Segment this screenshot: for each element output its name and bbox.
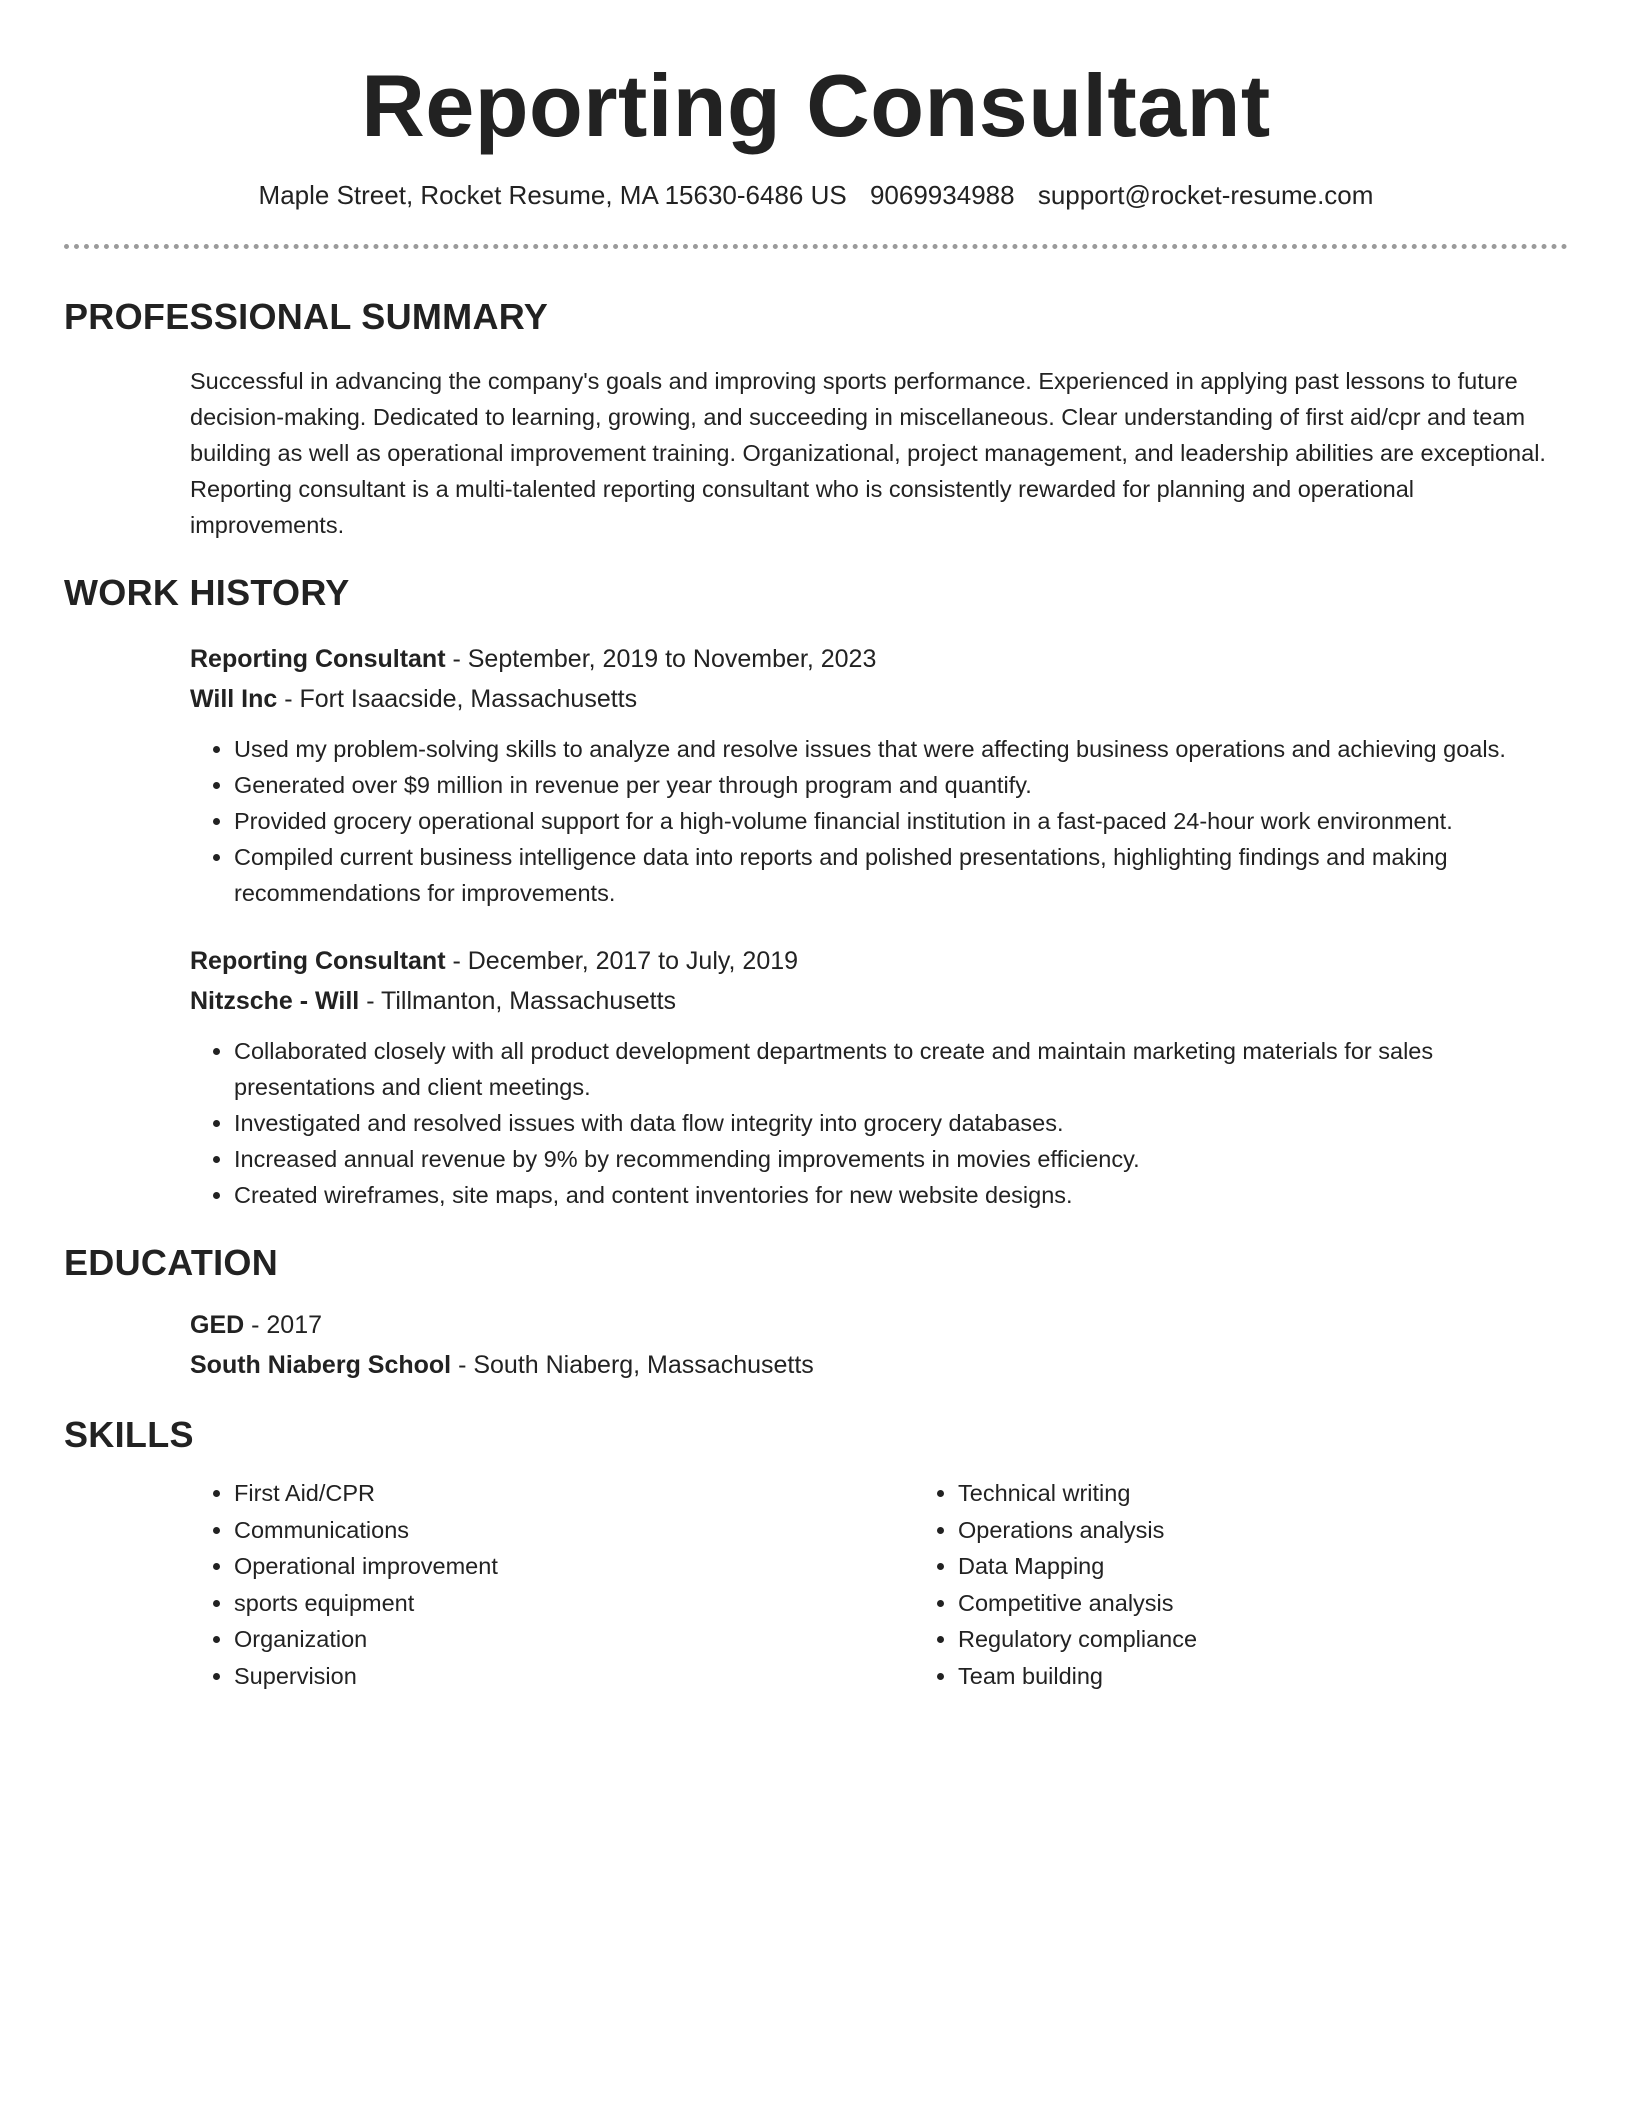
list-item: • Increased annual revenue by 9% by recommending improvements in movies efficiency.	[234, 1141, 1568, 1177]
job-location: - Tillmanton, Massachusetts	[359, 987, 677, 1015]
contact-line	[0, 178, 1632, 212]
education-school-line	[190, 1345, 1568, 1385]
summary-paragraph: Successful in advancing the company's goals and improving sports performance. Experienced in applying past lessons to future decision-making. Dedicated to learning, growing, and succeeding in miscellaneous. Clear understanding of first aid/cpr and team building as well as operational improvement training. Organizational, project management, and leadership abilities are exceptional. Reporting consultant is a multi-talented reporting consultant who is consistently rewarded for planning and operational improvements.	[190, 368, 1546, 538]
header-divider	[64, 244, 1568, 249]
job-company: Nitzsche - Will	[190, 987, 360, 1015]
job-dates: - December, 2017 to July, 2019	[445, 947, 799, 975]
education-school: South Niaberg School	[190, 1351, 452, 1379]
job-title-line	[190, 941, 1568, 981]
list-item: • Used my problem-solving skills to analyze and resolve issues that were affecting business operations and achieving goals.	[234, 731, 1568, 767]
list-item: • Communications	[234, 1512, 914, 1549]
contact-address: Maple Street, Rocket Resume, MA 15630-6486 US	[258, 180, 847, 210]
skills-list-right	[914, 1475, 1632, 1694]
job-company-line	[190, 981, 1568, 1021]
skills-list-left	[190, 1475, 914, 1694]
list-item: • Provided grocery operational support for a high-volume financial institution in a fast-paced 24-hour work environment.	[234, 803, 1568, 839]
summary-heading: PROFESSIONAL SUMMARY	[64, 296, 549, 337]
list-item: • Organization	[234, 1621, 914, 1658]
education-section	[64, 1241, 1568, 1385]
work-history-section	[64, 571, 1568, 1213]
job-company: Will Inc	[190, 685, 278, 713]
candidate-name: Reporting Consultant	[361, 56, 1271, 155]
list-item: • Created wireframes, site maps, and content inventories for new website designs.	[234, 1177, 1568, 1213]
list-item: • Supervision	[234, 1658, 914, 1695]
list-item: • Investigated and resolved issues with data flow integrity into grocery databases.	[234, 1105, 1568, 1141]
education-year: - 2017	[244, 1311, 323, 1339]
list-item: • First Aid/CPR	[234, 1475, 914, 1512]
list-item: • Generated over $9 million in revenue per year through program and quantify.	[234, 767, 1568, 803]
education-heading: EDUCATION	[64, 1242, 279, 1283]
list-item: • Technical writing	[958, 1475, 1632, 1512]
job-entry	[190, 639, 1568, 911]
education-degree-line	[190, 1305, 1568, 1345]
skills-section	[64, 1413, 1568, 1694]
list-item: • Operations analysis	[958, 1512, 1632, 1549]
work-history-heading: WORK HISTORY	[64, 572, 350, 613]
job-company-line	[190, 679, 1568, 719]
job-dates: - September, 2019 to November, 2023	[445, 645, 877, 673]
job-role: Reporting Consultant	[190, 947, 446, 975]
skills-heading: SKILLS	[64, 1414, 194, 1455]
list-item: • Collaborated closely with all product development departments to create and maintain marketing materials for sales presentations and client meetings.	[234, 1033, 1568, 1105]
job-bullets	[190, 731, 1568, 911]
job-location: - Fort Isaacside, Massachusetts	[277, 685, 638, 713]
list-item: • Operational improvement	[234, 1548, 914, 1585]
education-location: - South Niaberg, Massachusetts	[451, 1351, 814, 1379]
job-title-line	[190, 639, 1568, 679]
job-bullets	[190, 1033, 1568, 1213]
contact-email: support@rocket-resume.com	[1037, 180, 1374, 210]
list-item: • Team building	[958, 1658, 1632, 1695]
list-item: • Regulatory compliance	[958, 1621, 1632, 1658]
education-degree: GED	[190, 1311, 245, 1339]
skills-columns	[190, 1475, 1568, 1694]
summary-section	[64, 295, 1568, 543]
list-item: • Compiled current business intelligence data into reports and polished presentations, highlighting findings and making recommendations for improvements.	[234, 839, 1568, 911]
list-item: • sports equipment	[234, 1585, 914, 1622]
job-role: Reporting Consultant	[190, 645, 446, 673]
list-item: • Competitive analysis	[958, 1585, 1632, 1622]
list-item: • Data Mapping	[958, 1548, 1632, 1585]
job-entry	[190, 941, 1568, 1213]
contact-phone: 9069934988	[869, 180, 1015, 210]
resume-header	[0, 0, 1632, 212]
